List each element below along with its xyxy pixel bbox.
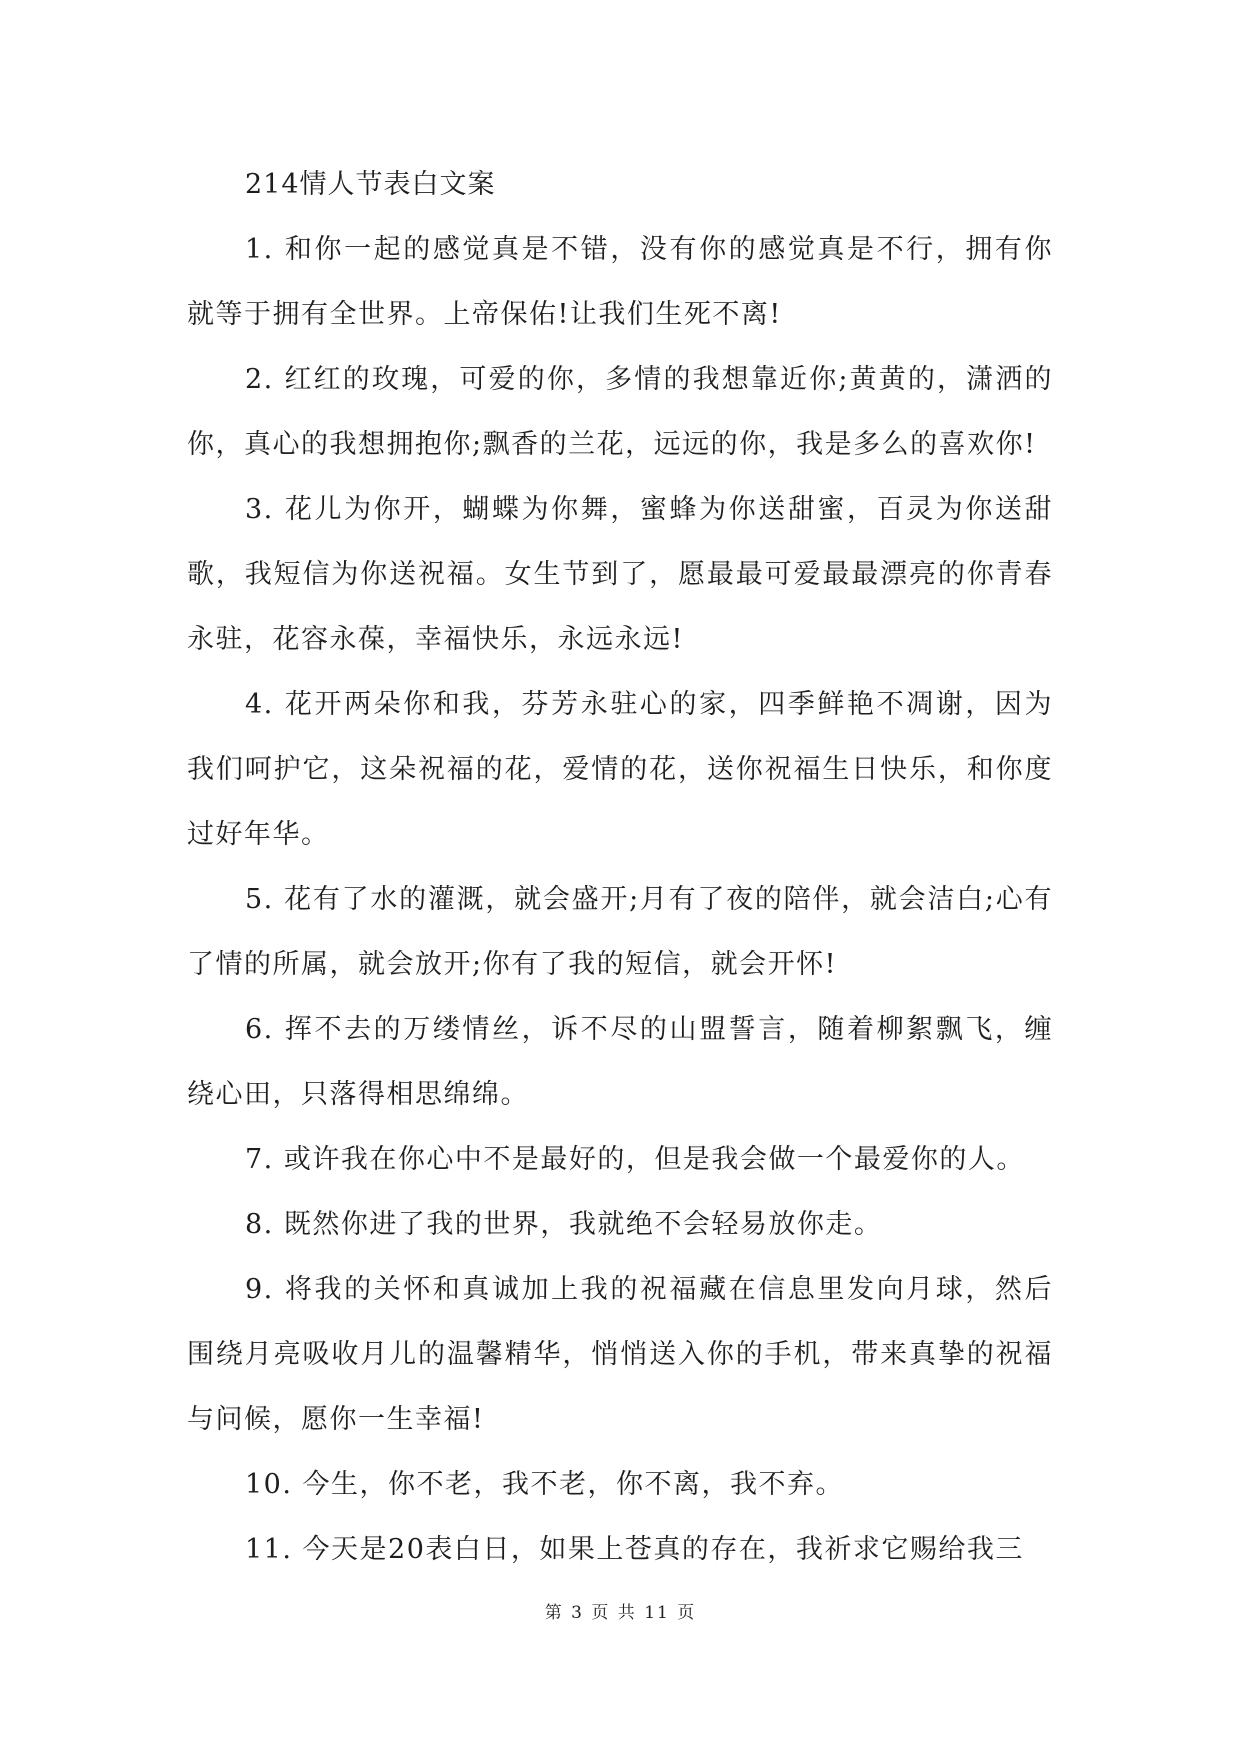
paragraph-4: 4. 花开两朵你和我，芬芳永驻心的家，四季鲜艳不凋谢，因为我们呵护它，这朵祝福的花，爱情的花，送你祝福生日快乐，和你度过好年华。 <box>187 689 1053 850</box>
document-body <box>187 152 1053 1582</box>
paragraph-6: 6. 挥不去的万缕情丝，诉不尽的山盟誓言，随着柳絮飘飞，缠绕心田，只落得相思绵绵。 <box>187 1014 1053 1110</box>
paragraph-5: 5. 花有了水的灌溉，就会盛开;月有了夜的陪伴，就会洁白;心有了情的所属，就会放开;你有了我的短信，就会开怀! <box>187 884 1053 980</box>
document-title: 214情人节表白文案 <box>245 169 496 200</box>
paragraph-10: 10. 今生，你不老，我不老，你不离，我不弃。 <box>245 1469 845 1500</box>
page-number-footer: 第 3 页 共 11 页 <box>544 1603 697 1623</box>
paragraph-1: 1. 和你一起的感觉真是不错，没有你的感觉真是不行，拥有你就等于拥有全世界。上帝保佑!让我们生死不离! <box>187 234 1053 330</box>
paragraph-2: 2. 红红的玫瑰，可爱的你，多情的我想靠近你;黄黄的，潇洒的你，真心的我想拥抱你;飘香的兰花，远远的你，我是多么的喜欢你! <box>187 364 1053 460</box>
paragraph-11: 11. 今天是20表白日，如果上苍真的存在，我祈求它赐给我三 <box>245 1534 1024 1565</box>
paragraph-8: 8. 既然你进了我的世界，我就绝不会轻易放你走。 <box>245 1209 883 1240</box>
paragraph-7: 7. 或许我在你心中不是最好的，但是我会做一个最爱你的人。 <box>245 1144 1025 1175</box>
paragraph-9: 9. 将我的关怀和真诚加上我的祝福藏在信息里发向月球，然后围绕月亮吸收月儿的温馨精华，悄悄送入你的手机，带来真挚的祝福与问候，愿你一生幸福! <box>187 1274 1053 1435</box>
paragraph-3: 3. 花儿为你开，蝴蝶为你舞，蜜蜂为你送甜蜜，百灵为你送甜歌，我短信为你送祝福。女生节到了，愿最最可爱最最漂亮的你青春永驻，花容永葆，幸福快乐，永远永远! <box>187 494 1053 655</box>
